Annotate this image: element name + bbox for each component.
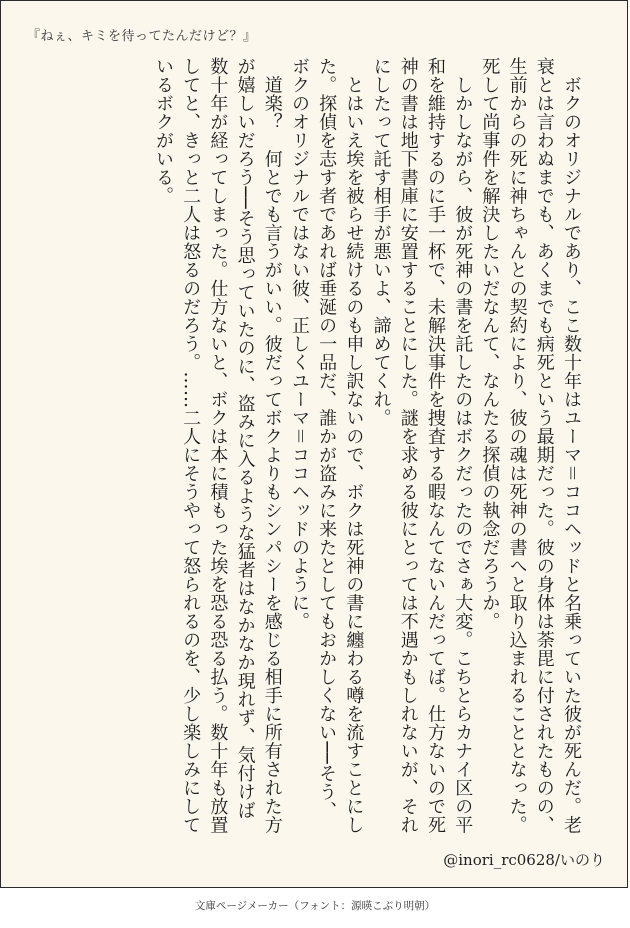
footer-credit: 文庫ページメーカー（フォント：源暎こぶり明朝） — [194, 900, 436, 912]
page-title: 『ねぇ、キミを待ってたんだけど？』 — [27, 29, 257, 44]
paragraph: とはいえ埃を被らせ続けるのも申し訳ないので、ボクは死神の書に纏わる噂を流すことにした。探偵を志す者であれば垂涎の一品だ、誰かが盗みに来たとしてもおかしくない──そう、ボクのオリジナルではない彼、正しくユーマ＝ココヘッドのように。 — [288, 57, 365, 834]
body-text — [61, 57, 585, 837]
author-signature: @inori_rc0628/いのり — [443, 851, 605, 869]
paragraph: ボクのオリジナルであり、ここ数十年はユーマ＝ココヘッドと名乗っていた彼が死んだ。老衰とは言わぬまでも、あくまでも病死という最期だった。彼の身体は荼毘に付されたものの、生前からの死に神ちゃんとの契約により、彼の魂は死神の書へと取り込まれることとなった。死して尚事件を解決したいだなんて、なんたる探偵の執念だろうか。 — [479, 57, 582, 834]
paragraph: 道楽？ 何とでも言うがいい。彼だってボクよりもシンパシーを感じる相手に所有された方が嬉しいだろう──そう思っていたのに、盗みに入るような猛者はなかなか現れず、気付けば数十年が経ってしまった。仕方ないと、ボクは本に積もった埃を恐る恐る払う。数十年も放置してと、きっと二人は怒るのだろう。……二人にそうやって怒られるのを、少し楽しみにしているボクがいる。 — [152, 57, 283, 834]
paragraph: しかしながら、彼が死神の書を託したのはボクだったのでさぁ大変。こちとらカナイ区の平和を維持するのに手一杯で、未解決事件を捜査する暇なんてないんだってば。仕方ないので死神の書は地下書庫に安置することにした。謎を求める彼にとっては不遇かもしれないが、それにしたって託す相手が悪いよ、諦めてくれ。 — [370, 57, 474, 834]
